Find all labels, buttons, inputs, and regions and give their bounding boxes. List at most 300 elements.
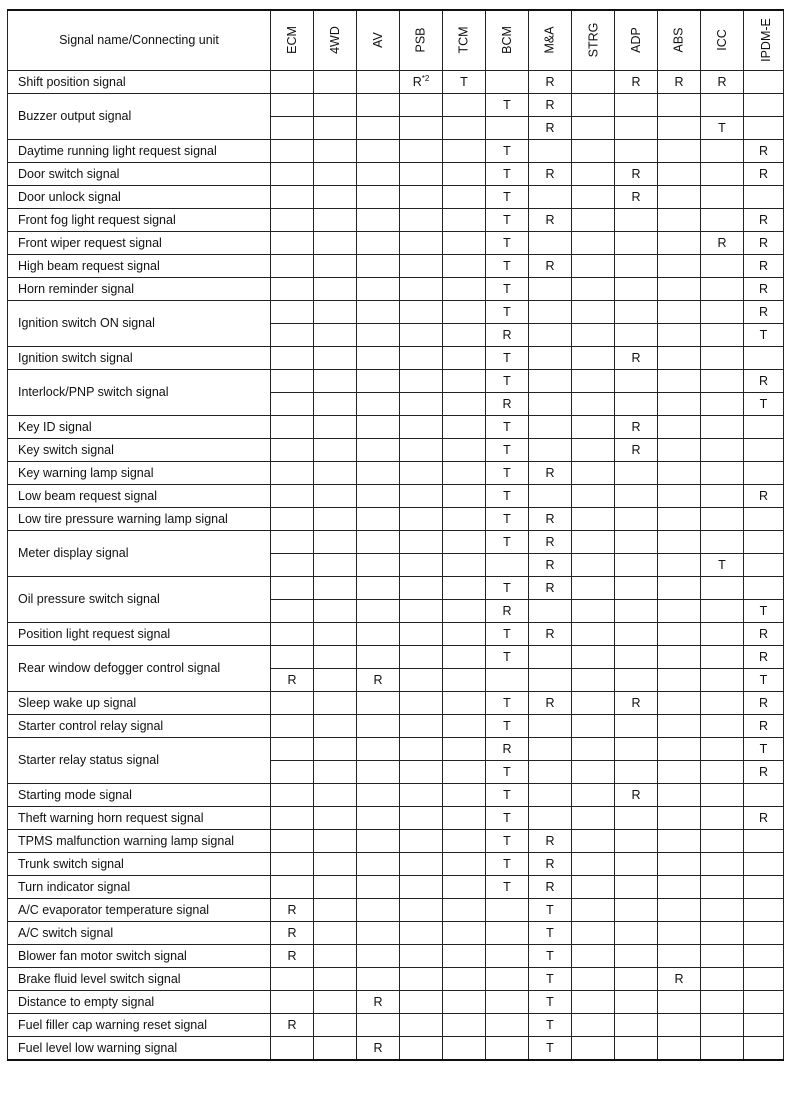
signal-name-cell: Key ID signal [8,415,271,438]
cell-4wd [314,1013,357,1036]
signal-direction-value: R [631,350,641,365]
cell-psb [400,875,443,898]
cell-ipdm-e [744,392,784,415]
cell-icc [701,967,744,990]
cell-ecm [271,806,314,829]
header-unit-psb [400,10,443,70]
cell-adp [615,139,658,162]
signal-direction-value: R [545,695,555,710]
cell-4wd [314,254,357,277]
cell-4wd [314,346,357,369]
signal-direction-value: R [758,373,769,388]
cell-bcm [486,990,529,1013]
cell-psb [400,1013,443,1036]
cell-icc [701,944,744,967]
signal-direction-value: T [503,143,511,158]
signal-name-cell: Theft warning horn request signal [8,806,271,829]
cell-adp [615,300,658,323]
cell-psb [400,576,443,599]
cell-psb [400,990,443,1013]
cell-bcm [486,438,529,461]
signal-direction-value: T [718,120,726,135]
cell-strg [572,806,615,829]
header-unit-icc [701,10,744,70]
cell-manda [529,691,572,714]
cell-manda [529,530,572,553]
cell-av [357,93,400,116]
signal-name-cell: Position light request signal [8,622,271,645]
cell-av [357,162,400,185]
cell-strg [572,783,615,806]
cell-icc [701,185,744,208]
cell-4wd [314,553,357,576]
signal-direction-value: T [718,557,726,572]
cell-bcm [486,576,529,599]
signal-direction-value: R [758,235,769,250]
cell-adp [615,691,658,714]
signal-name-cell: Brake fluid level switch signal [8,967,271,990]
signal-direction-value: R [287,1017,297,1032]
cell-icc [701,116,744,139]
cell-icc [701,576,744,599]
cell-psb [400,829,443,852]
signal-name-cell: Low beam request signal [8,484,271,507]
cell-bcm [486,323,529,346]
cell-abs [658,208,701,231]
cell-tcm [443,139,486,162]
cell-strg [572,645,615,668]
cell-ipdm-e [744,852,784,875]
cell-adp [615,1036,658,1060]
cell-av [357,208,400,231]
cell-ecm [271,277,314,300]
cell-ipdm-e [744,70,784,93]
cell-bcm [486,93,529,116]
signal-direction-value: R [545,511,555,526]
cell-ipdm-e [744,254,784,277]
cell-4wd [314,484,357,507]
cell-ipdm-e [744,415,784,438]
cell-ipdm-e [744,530,784,553]
cell-manda [529,1013,572,1036]
table-row [8,1036,784,1060]
signal-name-cell: Door unlock signal [8,185,271,208]
signal-direction-value: R [758,304,769,319]
cell-4wd [314,323,357,346]
cell-bcm [486,921,529,944]
signal-direction-value: R [545,626,555,641]
cell-abs [658,783,701,806]
cell-tcm [443,783,486,806]
signal-direction-value: T [503,304,511,319]
cell-av [357,645,400,668]
cell-ecm [271,323,314,346]
cell-abs [658,737,701,760]
cell-strg [572,208,615,231]
cell-manda [529,139,572,162]
cell-tcm [443,300,486,323]
cell-psb [400,898,443,921]
cell-icc [701,300,744,323]
signal-direction-value: T [503,856,511,871]
signal-direction-value: R [631,695,641,710]
cell-bcm [486,461,529,484]
cell-psb [400,714,443,737]
cell-bcm [486,645,529,668]
cell-ecm [271,1036,314,1060]
cell-strg [572,829,615,852]
signal-direction-value: T [503,235,511,250]
cell-4wd [314,967,357,990]
cell-av [357,806,400,829]
cell-adp [615,875,658,898]
cell-ipdm-e [744,369,784,392]
cell-psb [400,691,443,714]
cell-manda [529,392,572,415]
header-unit-ipdm-e [744,10,784,70]
cell-icc [701,1036,744,1060]
cell-manda [529,737,572,760]
cell-abs [658,530,701,553]
cell-ipdm-e [744,507,784,530]
header-unit-label: STRG [585,22,600,58]
cell-manda [529,852,572,875]
signal-direction-value: R [758,810,769,825]
cell-av [357,70,400,93]
signal-direction-value: T [759,396,768,411]
cell-abs [658,806,701,829]
table-row [8,875,784,898]
cell-bcm [486,70,529,93]
signal-name-cell: Starting mode signal [8,783,271,806]
signal-name-cell: Ignition switch ON signal [8,300,271,346]
cell-av [357,714,400,737]
signal-name-cell: High beam request signal [8,254,271,277]
signal-direction-value: R [545,465,555,480]
cell-strg [572,1013,615,1036]
cell-icc [701,369,744,392]
cell-4wd [314,530,357,553]
cell-psb [400,645,443,668]
cell-4wd [314,93,357,116]
cell-ecm [271,622,314,645]
table-body [8,70,784,1060]
cell-av [357,691,400,714]
cell-4wd [314,300,357,323]
cell-icc [701,277,744,300]
cell-ecm [271,967,314,990]
cell-strg [572,599,615,622]
cell-ipdm-e [744,231,784,254]
cell-strg [572,231,615,254]
cell-strg [572,622,615,645]
cell-bcm [486,369,529,392]
cell-av [357,1013,400,1036]
cell-4wd [314,898,357,921]
cell-ecm [271,530,314,553]
table-row [8,645,784,668]
cell-tcm [443,691,486,714]
cell-bcm [486,530,529,553]
cell-psb [400,300,443,323]
signal-direction-value: R [758,488,769,503]
table-row [8,461,784,484]
signal-direction-value: R [758,212,769,227]
cell-manda [529,254,572,277]
cell-strg [572,116,615,139]
cell-4wd [314,622,357,645]
cell-ipdm-e [744,139,784,162]
signal-name-cell: Key warning lamp signal [8,461,271,484]
cell-adp [615,783,658,806]
cell-psb [400,484,443,507]
signal-name-cell: Shift position signal [8,70,271,93]
cell-adp [615,921,658,944]
signal-name-cell: Starter relay status signal [8,737,271,783]
cell-adp [615,990,658,1013]
cell-tcm [443,208,486,231]
cell-4wd [314,1036,357,1060]
signal-name-cell: Starter control relay signal [8,714,271,737]
cell-tcm [443,852,486,875]
cell-manda [529,622,572,645]
cell-ipdm-e [744,691,784,714]
cell-bcm [486,806,529,829]
cell-ecm [271,162,314,185]
cell-tcm [443,1036,486,1060]
header-unit-manda [529,10,572,70]
table-row [8,829,784,852]
cell-bcm [486,346,529,369]
table-header-row [8,10,784,70]
cell-adp [615,254,658,277]
signal-name-cell: Trunk switch signal [8,852,271,875]
cell-abs [658,622,701,645]
cell-manda [529,162,572,185]
cell-bcm [486,553,529,576]
signal-direction-value: R [502,327,512,342]
cell-icc [701,231,744,254]
signal-direction-value: R [502,741,512,756]
cell-av [357,461,400,484]
cell-av [357,921,400,944]
cell-adp [615,346,658,369]
cell-ipdm-e [744,300,784,323]
header-unit-abs [658,10,701,70]
cell-icc [701,645,744,668]
cell-manda [529,484,572,507]
signal-direction-value: R [545,166,555,181]
cell-tcm [443,461,486,484]
cell-ipdm-e [744,185,784,208]
cell-ecm [271,392,314,415]
cell-abs [658,415,701,438]
cell-4wd [314,576,357,599]
cell-icc [701,139,744,162]
cell-abs [658,369,701,392]
cell-tcm [443,231,486,254]
signal-direction-value: R [631,189,641,204]
cell-4wd [314,116,357,139]
cell-manda [529,829,572,852]
cell-abs [658,668,701,691]
cell-abs [658,691,701,714]
cell-manda [529,70,572,93]
cell-4wd [314,415,357,438]
table-row [8,714,784,737]
cell-ecm [271,254,314,277]
cell-tcm [443,806,486,829]
cell-psb [400,392,443,415]
signal-direction-value: R [545,97,555,112]
cell-abs [658,116,701,139]
cell-psb [400,185,443,208]
cell-strg [572,70,615,93]
cell-ipdm-e [744,921,784,944]
cell-av [357,622,400,645]
signal-direction-value: T [460,74,468,89]
signal-direction-value: R [631,74,641,89]
header-unit-label: 4WD [328,26,342,55]
signal-direction-value: R [287,925,297,940]
cell-tcm [443,875,486,898]
signal-direction-value: R [758,695,769,710]
signal-direction-value: R [502,603,512,618]
cell-abs [658,714,701,737]
signal-direction-value: T [503,810,511,825]
cell-4wd [314,139,357,162]
cell-manda [529,668,572,691]
cell-psb [400,967,443,990]
cell-ecm [271,300,314,323]
cell-strg [572,300,615,323]
cell-abs [658,852,701,875]
cell-ecm [271,875,314,898]
cell-psb [400,783,443,806]
signal-name-cell: Door switch signal [8,162,271,185]
cell-strg [572,461,615,484]
signal-direction-value: R [502,396,512,411]
table-row [8,438,784,461]
cell-strg [572,760,615,783]
cell-psb [400,944,443,967]
table-row [8,300,784,323]
header-unit-label: BCM [500,26,514,55]
cell-abs [658,300,701,323]
cell-manda [529,185,572,208]
cell-manda [529,461,572,484]
cell-adp [615,415,658,438]
cell-av [357,392,400,415]
signal-direction-value: R [674,971,684,986]
cell-ipdm-e [744,898,784,921]
cell-ipdm-e [744,93,784,116]
table-row [8,484,784,507]
header-unit-label: M&A [543,26,557,54]
cell-abs [658,277,701,300]
cell-bcm [486,1036,529,1060]
cell-bcm [486,208,529,231]
cell-4wd [314,185,357,208]
signal-direction-value: T [503,879,511,894]
cell-psb [400,438,443,461]
cell-ecm [271,116,314,139]
cell-4wd [314,599,357,622]
table-row [8,254,784,277]
cell-av [357,898,400,921]
cell-ecm [271,760,314,783]
header-unit-label: PSB [413,27,428,53]
signal-direction-value: R [373,1040,383,1055]
cell-psb [400,622,443,645]
cell-adp [615,806,658,829]
cell-ipdm-e [744,645,784,668]
cell-psb [400,139,443,162]
cell-bcm [486,944,529,967]
cell-strg [572,852,615,875]
cell-ecm [271,990,314,1013]
cell-adp [615,208,658,231]
cell-icc [701,392,744,415]
cell-manda [529,277,572,300]
table-row [8,622,784,645]
signal-direction-value: T [503,189,511,204]
signal-direction-value: R [287,672,297,687]
signal-direction-value: R [545,833,555,848]
cell-strg [572,691,615,714]
cell-ipdm-e [744,622,784,645]
signal-direction-value: R [758,764,769,779]
cell-bcm [486,783,529,806]
cell-av [357,944,400,967]
cell-ipdm-e [744,599,784,622]
signal-direction-value: R [717,74,727,89]
cell-strg [572,93,615,116]
cell-bcm [486,599,529,622]
cell-4wd [314,990,357,1013]
cell-ecm [271,369,314,392]
cell-ecm [271,93,314,116]
cell-tcm [443,990,486,1013]
cell-icc [701,323,744,346]
cell-ipdm-e [744,277,784,300]
signal-direction-value: R [758,281,769,296]
signal-direction-value: T [759,327,768,342]
cell-abs [658,507,701,530]
cell-icc [701,829,744,852]
table-row [8,277,784,300]
cell-4wd [314,875,357,898]
cell-adp [615,438,658,461]
cell-av [357,300,400,323]
signal-direction-value: R [287,902,297,917]
cell-icc [701,691,744,714]
cell-strg [572,875,615,898]
cell-icc [701,70,744,93]
cell-ecm [271,208,314,231]
cell-psb [400,116,443,139]
cell-av [357,829,400,852]
cell-av [357,875,400,898]
signal-direction-value: R [758,166,769,181]
table-row [8,921,784,944]
cell-abs [658,484,701,507]
table-row [8,806,784,829]
signal-direction-value: T [503,281,511,296]
cell-abs [658,438,701,461]
cell-av [357,415,400,438]
cell-abs [658,323,701,346]
